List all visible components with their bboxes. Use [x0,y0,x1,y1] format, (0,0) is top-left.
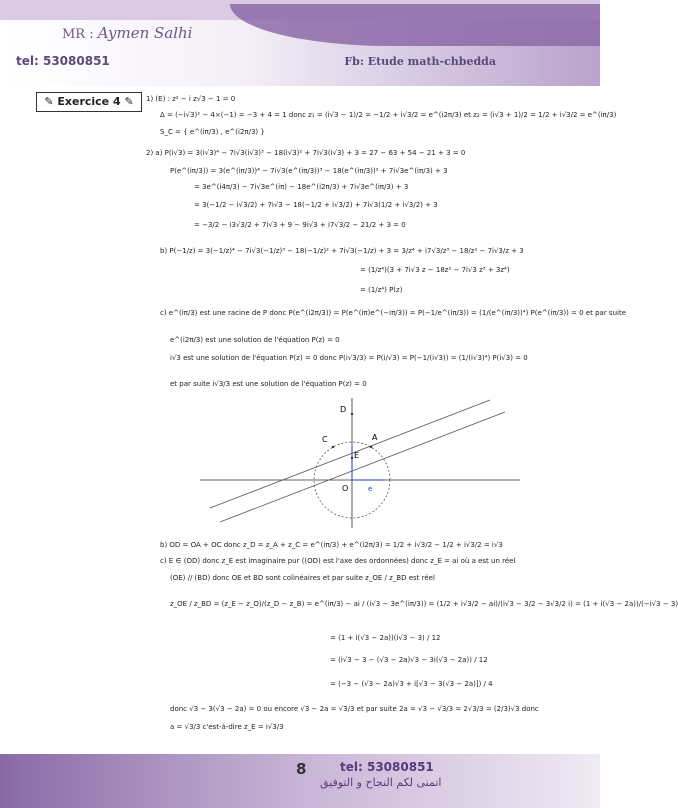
text-line: 1) (E) : z² − i z√3 − 1 = 0 [146,95,236,103]
header [0,0,600,86]
text-line: = (1/z⁴)(3 + 7i√3 z − 18z² − 7i√3 z³ + 3z⁴) [360,266,510,274]
line-parallel [220,412,505,522]
text-line: i√3 est une solution de l'équation P(z) = 0 donc P(i√3/3) = P(i/√3) = P(−1/(i√3)) = (1/(i√3)⁴) P(i√3) = 0 [170,354,528,362]
header-fb: Fb: Etude math-chbedda [344,55,496,68]
text-line: et par suite i√3/3 est une solution de l'équation P(z) = 0 [170,380,367,388]
exercise-title-text: Exercice 4 [57,95,121,108]
header-tel: tel: 53080851 [16,54,110,68]
footer-tel: tel: 53080851 [340,760,434,774]
geometry-figure [190,390,530,530]
label-u: e [368,485,373,493]
text-line: = (i√3 − 3 − (√3 − 2a)√3 − 3i(√3 − 2a)) / 12 [330,656,488,664]
text-line: = (1 + i(√3 − 2a))(i√3 − 3) / 12 [330,634,441,642]
point-d [351,413,353,415]
label-o: O [342,484,349,493]
pencil-icon: ✎ [44,95,54,108]
teacher-label [62,24,192,42]
text-line: e^(i2π/3) est une solution de l'équation P(z) = 0 [170,336,340,344]
point-e [351,457,353,459]
text-line: donc √3 − 3(√3 − 2a) = 0 ou encore √3 − 2a = √3/3 et par suite 2a = √3 − √3/3 = 2√3/3 = (2/3)√3 donc [170,705,539,713]
text-line: S_C = { e^(iπ/3) , e^(i2π/3) } [160,128,265,136]
line-bd [210,400,490,508]
text-line: (OE) // (BD) donc OE et BD sont colinéaires et par suite z_OE / z_BD est réel [170,574,435,582]
pencil-icon: ✎ [124,95,134,108]
point-c [332,446,334,448]
text-line: 2) a) P(i√3) = 3(i√3)⁴ − 7i√3(i√3)³ − 18(i√3)² + 7i√3(i√3) + 3 = 27 − 63 + 54 − 21 + 3 = 0 [146,149,466,157]
text-line: = −3/2 − i3√3/2 + 7i√3 + 9 − 9i√3 + i7√3/2 − 21/2 + 3 = 0 [194,221,406,229]
text-line: c) E ∈ (OD) donc z_E est imaginaire pur ((OD) est l'axe des ordonnées) donc z_E = ai où a est un réel [160,557,516,565]
text-line: z_OE / z_BD = (z_E − z_O)/(z_D − z_B) = e^(iπ/3) − ai / (i√3 − 3e^(iπ/3)) = (1/2 + i√3/2 − ai)/(i√3 − 3/2 − 3√3/2 i) = (1 + i(√3 − 2a))/(−i√3 − 3) [170,600,678,608]
text-line: b) OD = OA + OC donc z_D = z_A + z_C = e^(iπ/3) + e^(i2π/3) = 1/2 + i√3/2 − 1/2 + i√3/2 = i√3 [160,541,503,549]
teacher-prefix: MR : [62,27,94,42]
text-line: P(e^(iπ/3)) = 3(e^(iπ/3))⁴ − 7i√3(e^(iπ/3))³ − 18(e^(iπ/3))² + 7i√3e^(iπ/3) + 3 [170,167,448,175]
exercise-title [36,92,142,112]
text-line: Δ = (−i√3)² − 4×(−1) = −3 + 4 = 1 donc z₁ = (i√3 − 1)/2 = −1/2 + i√3/2 = e^(i2π/3) et z₂ = (i√3 + 1)/2 = 1/2 + i√3/2 = e^(iπ/3) [160,111,617,119]
header-wave [230,4,600,46]
label-e: E [354,451,360,460]
footer-top-strip [0,742,600,754]
point-a [370,446,372,448]
text-line: = 3(−1/2 − i√3/2) + 7i√3 − 18(−1/2 + i√3/2) + 7i√3(1/2 + i√3/2) + 3 [194,201,438,209]
label-d: D [340,405,347,414]
label-c: C [322,435,328,444]
text-line: = (−3 − (√3 − 2a)√3 + i[√3 − 3(√3 − 2a)]) / 4 [330,680,493,688]
text-line: b) P(−1/z) = 3(−1/z)⁴ − 7i√3(−1/z)³ − 18(−1/z)² + 7i√3(−1/z) + 3 = 3/z⁴ + i7√3/z³ − 18/z² − 7i√3/z + 3 [160,247,524,255]
teacher-name: Aymen Salhi [97,24,193,42]
text-line: c) e^(iπ/3) est une racine de P donc P(e^(i2π/3)) = P(e^(iπ)e^(−iπ/3)) = P(−1/e^(iπ/3)) = (1/(e^(iπ/3))⁴) P(e^(iπ/3)) = 0 et par suite [160,309,626,317]
text-line: = (1/z⁴) P(z) [360,286,403,294]
text-line: a = √3/3 c'est-à-dire z_E = i√3/3 [170,723,284,731]
page-number: 8 [296,760,307,778]
label-a: A [372,433,378,442]
footer-wish: اتمنى لكم النجاح و التوفيق [320,776,442,789]
text-line: = 3e^(i4π/3) − 7i√3e^(iπ) − 18e^(i2π/3) + 7i√3e^(iπ/3) + 3 [194,183,409,191]
